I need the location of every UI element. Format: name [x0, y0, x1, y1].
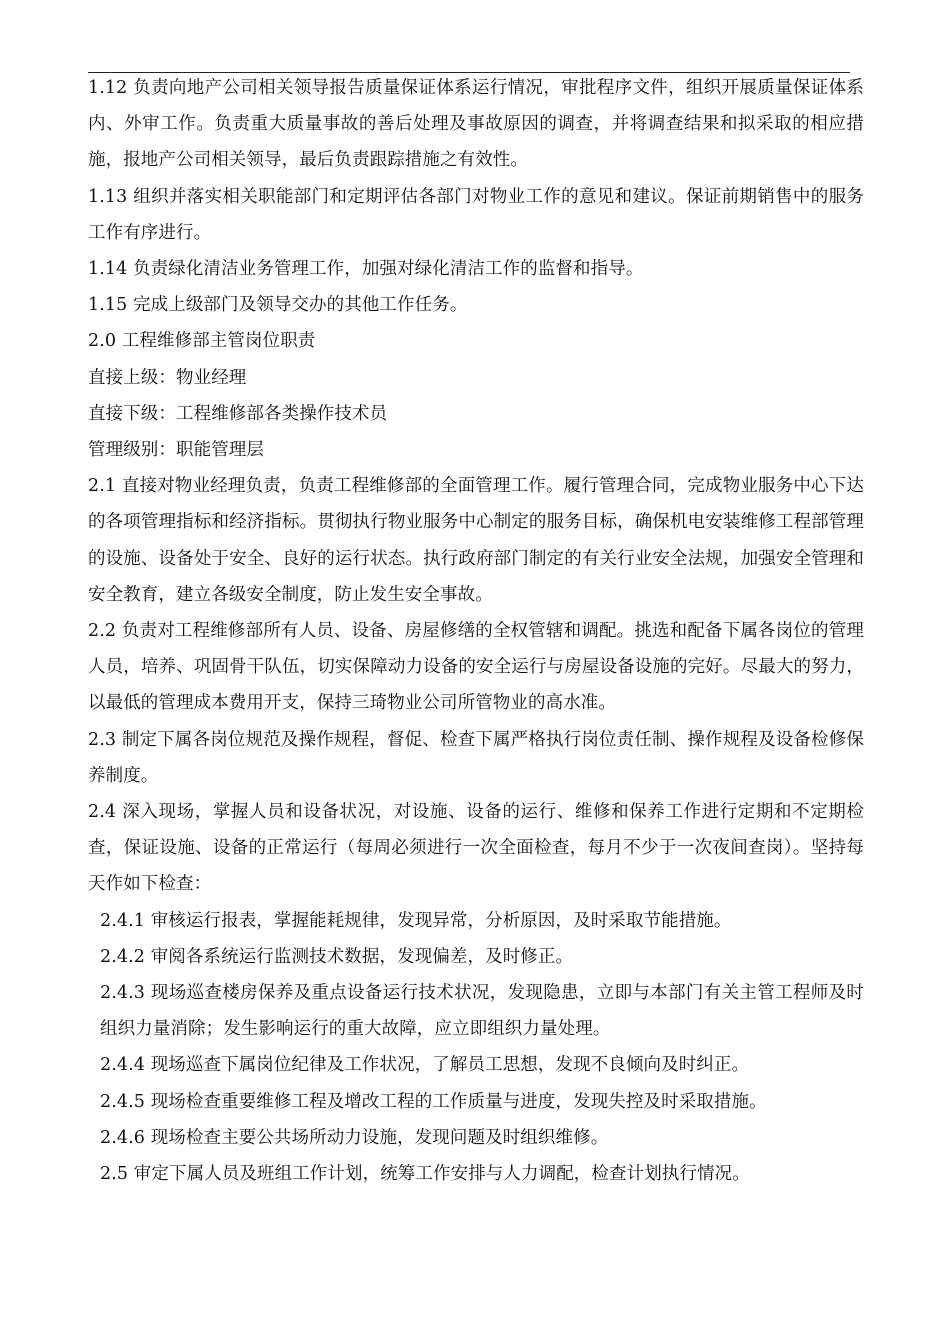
paragraph-2-5: 2.5 审定下属人员及班组工作计划，统筹工作安排与人力调配，检查计划执行情况。	[100, 1164, 750, 1185]
document-body	[88, 70, 864, 1192]
paragraph-2-1: 2.1 直接对物业经理负责，负责工程维修部的全面管理工作。履行管理合同，完成物业服务中心下达的各项管理指标和经济指标。贯彻执行物业服务中心制定的服务目标，确保机电安装维修工程部管理的设施、设备处于安全、良好的运行状态。执行政府部门制定的有关行业安全法规，加强安全管理和安全教育，建立各级安全制度，防止发生安全事故。	[88, 476, 864, 605]
paragraph-2-2: 2.2 负责对工程维修部所有人员、设备、房屋修缮的全权管辖和调配。挑选和配备下属各岗位的管理人员，培养、巩固骨干队伍，切实保障动力设备的安全运行与房屋设备设施的完好。尽最大的努力，以最低的管理成本费用开支，保持三琦物业公司所管物业的高水准。	[88, 621, 864, 714]
management-level: 管理级别：职能管理层	[88, 440, 264, 461]
section-heading-2-0: 2.0 工程维修部主管岗位职责	[88, 331, 316, 352]
paragraph-2-4-2: 2.4.2 审阅各系统运行监测技术数据，发现偏差，及时修正。	[100, 946, 574, 967]
paragraph-2-4-1: 2.4.1 审核运行报表，掌握能耗规律，发现异常，分析原因，及时采取节能措施。	[100, 910, 732, 931]
paragraph-2-4-6: 2.4.6 现场检查主要公共场所动力设施，发现问题及时组织维修。	[100, 1127, 609, 1148]
direct-superior: 直接上级：物业经理	[88, 367, 247, 388]
direct-subordinate: 直接下级：工程维修部各类操作技术员	[88, 403, 388, 424]
paragraph-2-4: 2.4 深入现场，掌握人员和设备状况，对设施、设备的运行、维修和保养工作进行定期和不定期检查，保证设施、设备的正常运行（每周必须进行一次全面检查，每月不少于一次夜间查岗）。坚持每天作如下检查：	[88, 802, 864, 895]
paragraph-2-4-3: 2.4.3 现场巡查楼房保养及重点设备运行技术状况，发现隐患，立即与本部门有关主管工程师及时组织力量消除；发生影响运行的重大故障，应立即组织力量处理。	[100, 983, 864, 1040]
paragraph-1-13: 1.13 组织并落实相关职能部门和定期评估各部门对物业工作的意见和建议。保证前期销售中的服务工作有序进行。	[88, 186, 864, 243]
paragraph-2-4-5: 2.4.5 现场检查重要维修工程及增改工程的工作质量与进度，发现失控及时采取措施。	[100, 1091, 767, 1112]
paragraph-1-12: 1.12 负责向地产公司相关领导报告质量保证体系运行情况，审批程序文件，组织开展质量保证体系内、外审工作。负责重大质量事故的善后处理及事故原因的调查，并将调查结果和拟采取的相应措施，报地产公司相关领导，最后负责跟踪措施之有效性。	[88, 78, 864, 171]
paragraph-2-4-4: 2.4.4 现场巡查下属岗位纪律及工作状况，了解员工思想，发现不良倾向及时纠正。	[100, 1055, 750, 1076]
paragraph-1-14: 1.14 负责绿化清洁业务管理工作，加强对绿化清洁工作的监督和指导。	[88, 259, 644, 280]
paragraph-2-3: 2.3 制定下属各岗位规范及操作规程，督促、检查下属严格执行岗位责任制、操作规程及设备检修保养制度。	[88, 729, 864, 786]
paragraph-1-15: 1.15 完成上级部门及领导交办的其他工作任务。	[88, 295, 468, 316]
